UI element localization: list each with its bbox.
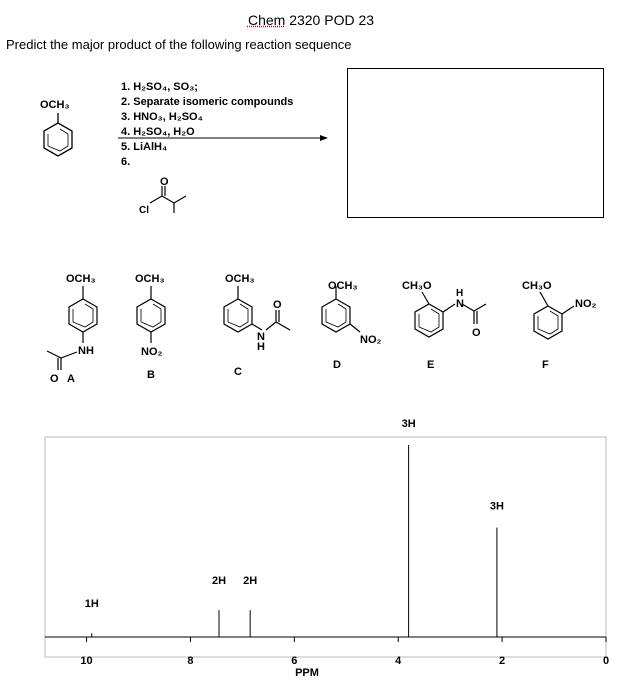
choice-c-letter: C [234, 366, 242, 378]
condition-4: 4. H₂SO₄, H₂O [121, 126, 195, 138]
peaks [85, 418, 504, 637]
choice-b-top: OCH₃ [135, 273, 165, 285]
peak-integration-label: 2H [243, 575, 258, 588]
choice-d-top: OCH₃ [328, 280, 358, 292]
choice-a-o: O [50, 373, 59, 385]
choice-c-h: H [257, 341, 265, 353]
choice-b-no2: NO₂ [141, 346, 163, 358]
condition-3: 3. HNO₃, H₂SO₄ [121, 111, 203, 123]
choice-f-no2: NO₂ [575, 298, 597, 310]
tick-label: 8 [187, 655, 194, 667]
peak-integration-label: 3H [489, 500, 504, 513]
reagent-cl: Cl [139, 205, 149, 216]
choice-e-letter: E [427, 359, 435, 371]
peak-integration-label: 1H [84, 598, 99, 611]
spectrum-frame [45, 437, 606, 657]
reagent-carbonyl-o: O [160, 176, 169, 188]
condition-5: 5. LiAlH₄ [121, 141, 168, 153]
tick-label: 6 [291, 655, 298, 667]
title-course: Chem [247, 12, 286, 28]
condition-6: 6. [121, 156, 131, 168]
choice-e-o: O [472, 327, 481, 339]
choice-c-o: O [273, 299, 282, 311]
choice-f-letter: F [542, 359, 549, 371]
tick-label: 2 [499, 655, 506, 667]
tick-label: 4 [395, 655, 402, 667]
question-prompt: Predict the major product of the following reaction sequence [6, 37, 352, 52]
choice-a-nh: NH [78, 345, 94, 357]
choice-a-top: OCH₃ [66, 273, 96, 285]
choice-b-letter: B [147, 369, 155, 381]
choice-e-n: N [456, 298, 464, 310]
peak-integration-label: 3H [401, 418, 416, 430]
peak-integration-label: 2H [211, 575, 227, 588]
condition-1: 1. H₂SO₄, SO₃; [121, 81, 198, 93]
choice-c-n: N [257, 331, 265, 343]
choice-e-h: H [456, 288, 464, 299]
axis-ticks [80, 637, 609, 667]
choice-d-no2: NO₂ [360, 334, 382, 346]
start-label: OCH₃ [40, 99, 70, 111]
choice-e-top: CH₃O [402, 280, 432, 292]
choice-d-letter: D [333, 359, 341, 371]
title-rest: 2320 POD 23 [285, 12, 375, 28]
choice-f-top: CH₃O [522, 280, 552, 292]
choice-a-letter: A [67, 373, 75, 385]
tick-label: 10 [80, 655, 93, 667]
tick-label: 0 [602, 655, 610, 667]
condition-2: 2. Separate isomeric compounds [121, 96, 294, 108]
x-axis-label: PPM [295, 667, 319, 679]
choice-c-top: OCH₃ [225, 273, 255, 285]
